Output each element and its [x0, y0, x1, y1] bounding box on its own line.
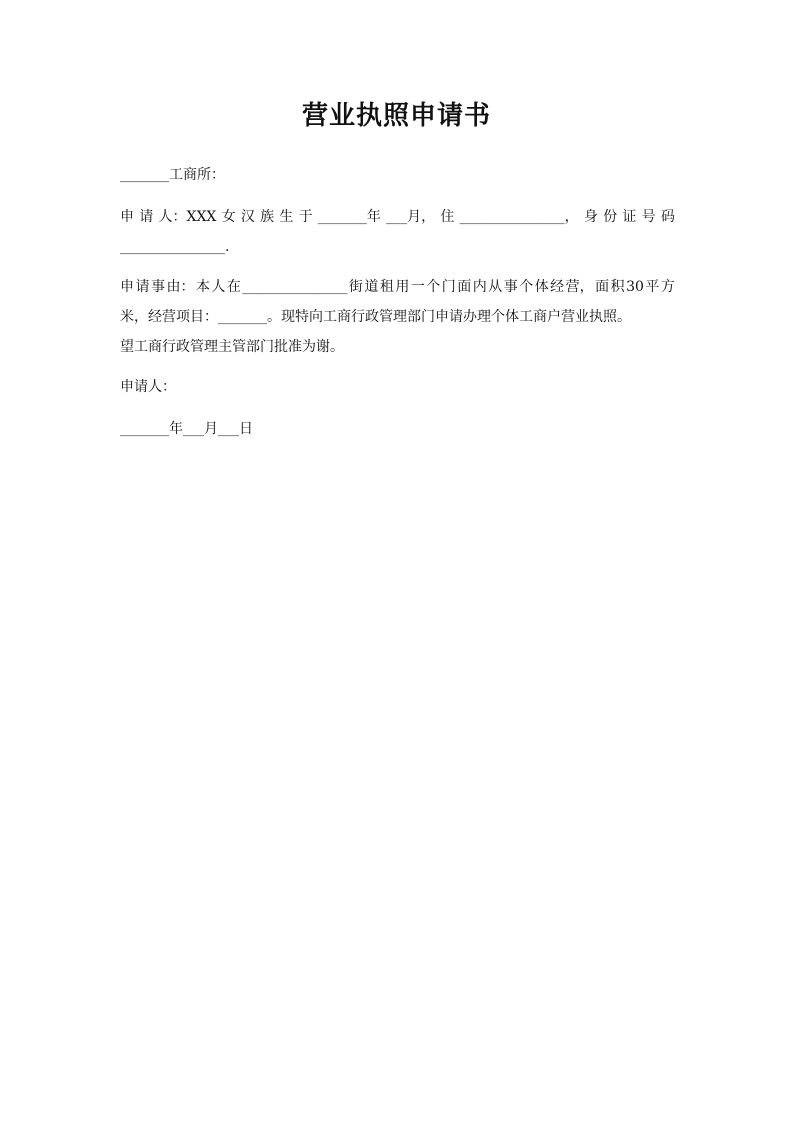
- text-segment: ___月，: [386, 209, 436, 225]
- text-segment: 体: [534, 279, 549, 295]
- text-segment: 汉: [240, 209, 255, 225]
- text-segment: 经: [550, 279, 565, 295]
- text-segment: 面: [457, 279, 472, 295]
- text-segment: 道: [364, 279, 379, 295]
- text-segment: 门: [441, 279, 456, 295]
- text-segment: 于: [298, 209, 313, 225]
- text-segment: 人：XXX: [158, 209, 217, 225]
- applicant-line-1: [120, 206, 675, 228]
- date-line: _______年___月___日: [120, 421, 253, 437]
- text-segment: 用: [395, 279, 410, 295]
- text-segment: 码: [660, 209, 675, 225]
- text-segment: 积: [610, 279, 625, 295]
- text-segment: 街: [348, 279, 363, 295]
- text-segment: 从: [488, 279, 503, 295]
- text-segment: 请: [135, 279, 150, 295]
- text-segment: _______________: [242, 279, 348, 295]
- text-segment: 身: [583, 209, 598, 225]
- text-segment: 份: [603, 209, 618, 225]
- text-segment: 申: [120, 279, 134, 295]
- document-title: 营业执照申请书: [301, 101, 491, 131]
- reason-line-1: [120, 276, 675, 298]
- text-segment: _______________，: [459, 209, 579, 225]
- text-segment: 证: [622, 209, 637, 225]
- text-segment: 本: [195, 279, 210, 295]
- text-segment: 请: [139, 209, 154, 225]
- text-segment: 一: [410, 279, 425, 295]
- text-segment: 租: [379, 279, 394, 295]
- text-segment: 住: [440, 209, 455, 225]
- text-segment: 号: [641, 209, 656, 225]
- text-segment: 面: [595, 279, 610, 295]
- applicant-line-2: _______________.: [120, 239, 230, 255]
- text-segment: 营，: [565, 279, 594, 295]
- text-segment: 个: [426, 279, 441, 295]
- text-segment: 内: [472, 279, 487, 295]
- text-segment: 族: [260, 209, 275, 225]
- text-segment: 生: [279, 209, 294, 225]
- text-segment: 女: [221, 209, 236, 225]
- text-segment: 人: [211, 279, 226, 295]
- text-segment: 在: [226, 279, 241, 295]
- text-segment: 平: [645, 279, 660, 295]
- reason-line-3: 望工商行政管理主管部门批准为谢。: [120, 339, 344, 355]
- text-segment: 个: [519, 279, 534, 295]
- text-segment: 事: [150, 279, 165, 295]
- signature-label: 申请人：: [120, 379, 176, 395]
- text-segment: 事: [503, 279, 518, 295]
- text-segment: _______年: [317, 209, 381, 225]
- text-segment: 申: [120, 209, 134, 225]
- text-segment: 由：: [166, 279, 195, 295]
- text-segment: 30: [626, 279, 644, 295]
- reason-line-2: 米，经营项目：_______。现特向工商行政管理部门申请办理个体工商户营业执照。: [120, 309, 631, 325]
- text-segment: 方: [660, 279, 675, 295]
- addressee-line: _______工商所：: [120, 167, 225, 183]
